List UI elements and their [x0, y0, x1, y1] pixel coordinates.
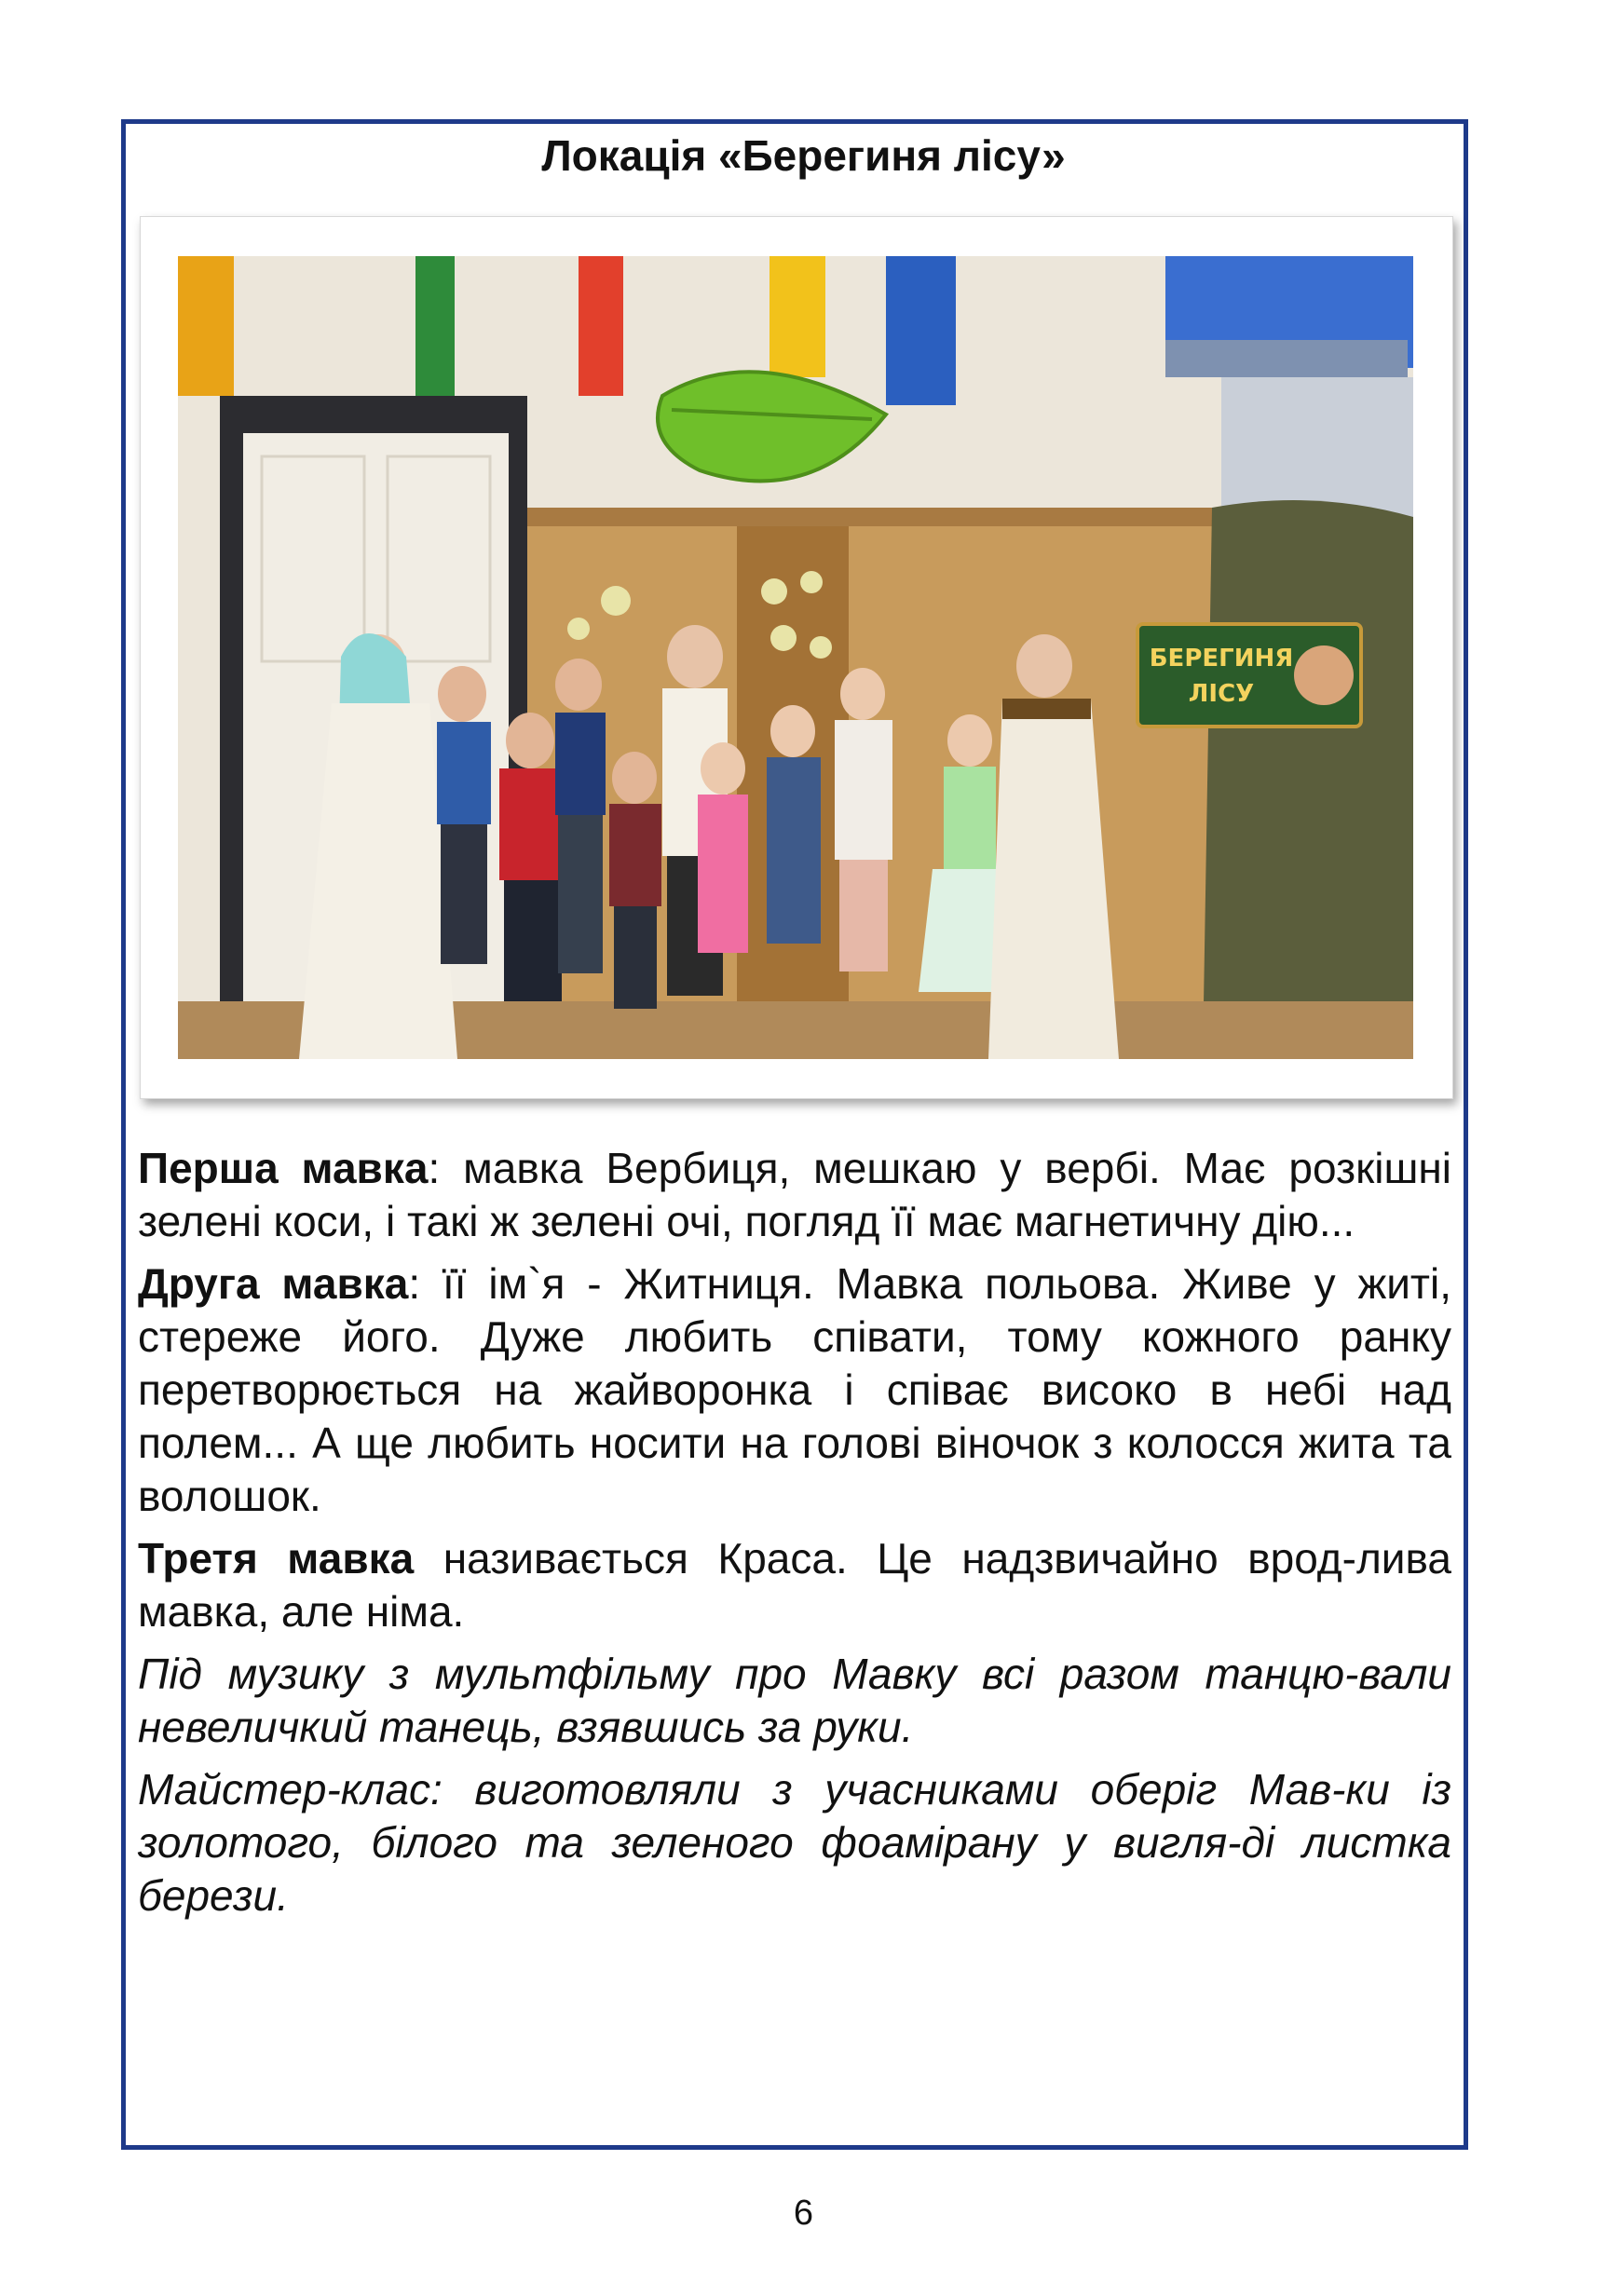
- sign-line-2: ЛІСУ: [1188, 680, 1255, 708]
- sign-line-1: БЕРЕГИНЯ: [1149, 645, 1294, 672]
- paragraph-lead: Третя мавка: [138, 1534, 415, 1583]
- main-text: [138, 1142, 1451, 1932]
- page-title: Локація «Берегиня лісу»: [541, 131, 1066, 180]
- paragraph-lead: Друга мавка: [138, 1259, 409, 1308]
- photo-card: [140, 216, 1453, 1099]
- paragraph-dance: Під музику з мультфільму про Мавку всі разом танцю-вали невеличкий танець, взявшись за руки.: [138, 1650, 1451, 1751]
- page-number: 6: [793, 2194, 814, 2233]
- group-photo: [178, 256, 1413, 1059]
- paragraph-text: : мавка Вербиця, мешкаю у вербі. Має розкішні зелені коси, і такі ж зелені очі, погляд її має магнетичну дію...: [138, 1144, 1452, 1245]
- paragraph-third-mavka: [138, 1532, 1451, 1638]
- paragraph-first-mavka: [138, 1142, 1451, 1248]
- paragraph-master-class: Майстер-клас: виготовляли з учасниками оберіг Мав-ки із золотого, білого та зеленого фоамірану у вигля-ді листка берези.: [138, 1765, 1451, 1920]
- paragraph-second-mavka: [138, 1257, 1451, 1523]
- paragraph-text: називається Краса. Це надзвичайно врод-лива мавка, але німа.: [138, 1534, 1451, 1636]
- paragraph-text: : її ім`я - Житниця. Мавка польова. Живе у житі, стереже його. Дуже любить співати, тому кожного ранку перетворюється на жайворонка і співає високо в небі над полем... А ще любить носити на голові віночок з колосся жита та волошок.: [138, 1259, 1451, 1520]
- paragraph-lead: Перша мавка: [138, 1144, 429, 1192]
- photo-illustration: [178, 256, 1413, 1059]
